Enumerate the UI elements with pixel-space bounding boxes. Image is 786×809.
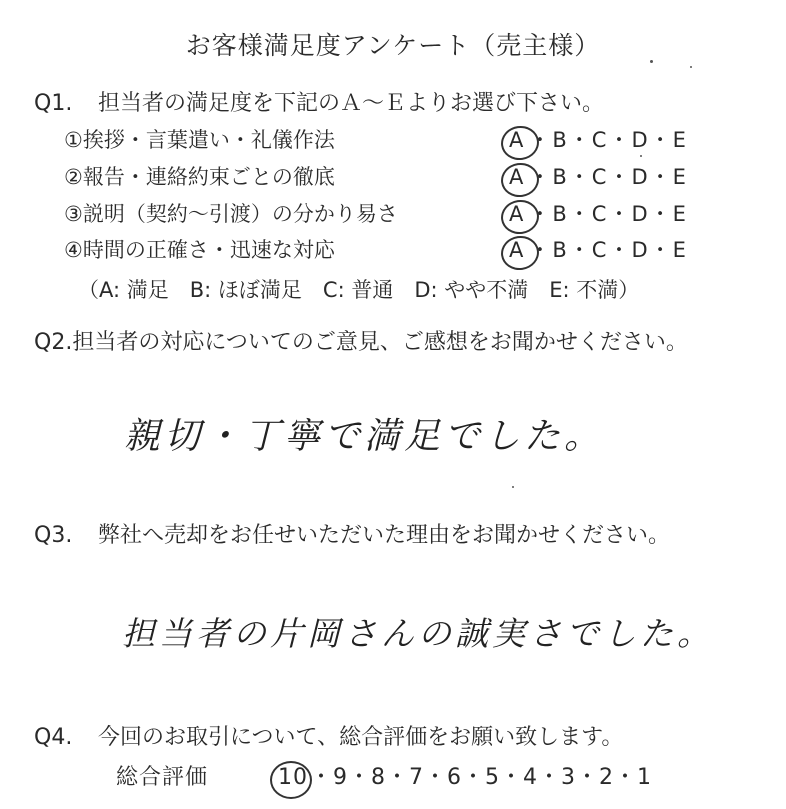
q1-item-1-label: ①挨拶・言葉遣い・礼儀作法 bbox=[64, 128, 335, 152]
q2-handwritten-answer: 親切・丁寧で満足でした。 bbox=[124, 416, 605, 457]
q1-item-1-grades bbox=[505, 124, 688, 154]
question-4 bbox=[34, 720, 623, 751]
selected-grade[interactable]: A bbox=[505, 238, 529, 262]
selected-rating[interactable]: 10 bbox=[278, 765, 308, 790]
page-title: お客様満足度アンケート（売主様） bbox=[185, 31, 601, 60]
q1-item-4-label: ④時間の正確さ・迅速な対応 bbox=[64, 238, 335, 262]
overall-rating-scale bbox=[276, 760, 652, 791]
scan-speck bbox=[650, 60, 653, 63]
overall-rating-label: 総合評価 bbox=[116, 765, 209, 790]
selected-grade[interactable]: A bbox=[505, 128, 529, 152]
question-text: 担当者の対応についてのご意見、ご感想をお聞かせください。 bbox=[72, 330, 688, 355]
selected-grade[interactable]: A bbox=[505, 202, 529, 226]
question-text: 弊社へ売却をお任せいただいた理由をお聞かせください。 bbox=[98, 523, 671, 548]
question-number: Q3. bbox=[34, 523, 73, 548]
question-number: Q4. bbox=[34, 725, 73, 750]
grade-options: ・B・C・D・E bbox=[529, 238, 688, 262]
grade-legend: （A: 満足 B: ほぼ満足 C: 普通 D: やや不満 E: 不満） bbox=[78, 278, 640, 302]
rating-options: ・9・8・7・6・5・4・3・2・1 bbox=[310, 765, 652, 790]
grade-options: ・B・C・D・E bbox=[529, 202, 688, 226]
scan-speck bbox=[690, 66, 692, 68]
selected-grade[interactable]: A bbox=[505, 165, 529, 189]
q1-item-3-grades bbox=[505, 198, 688, 228]
question-number: Q2. bbox=[34, 330, 73, 355]
scan-speck bbox=[640, 155, 642, 157]
scan-speck bbox=[512, 486, 514, 488]
q3-handwritten-answer: 担当者の片岡さんの誠実さでした。 bbox=[122, 614, 714, 653]
question-text: 今回のお取引について、総合評価をお願い致します。 bbox=[98, 725, 624, 750]
question-text: 担当者の満足度を下記のＡ～Ｅよりお選び下さい。 bbox=[98, 91, 605, 116]
question-1 bbox=[34, 86, 604, 117]
q1-item-2-grades bbox=[505, 161, 688, 191]
grade-options: ・B・C・D・E bbox=[529, 128, 688, 152]
question-number: Q1. bbox=[34, 91, 73, 116]
question-2 bbox=[34, 325, 688, 356]
q1-item-4-grades bbox=[505, 234, 688, 264]
question-3 bbox=[34, 518, 670, 549]
q1-item-2-label: ②報告・連絡約束ごとの徹底 bbox=[64, 165, 335, 189]
grade-options: ・B・C・D・E bbox=[529, 165, 688, 189]
q1-item-3-label: ③説明（契約～引渡）の分かり易さ bbox=[64, 202, 398, 226]
